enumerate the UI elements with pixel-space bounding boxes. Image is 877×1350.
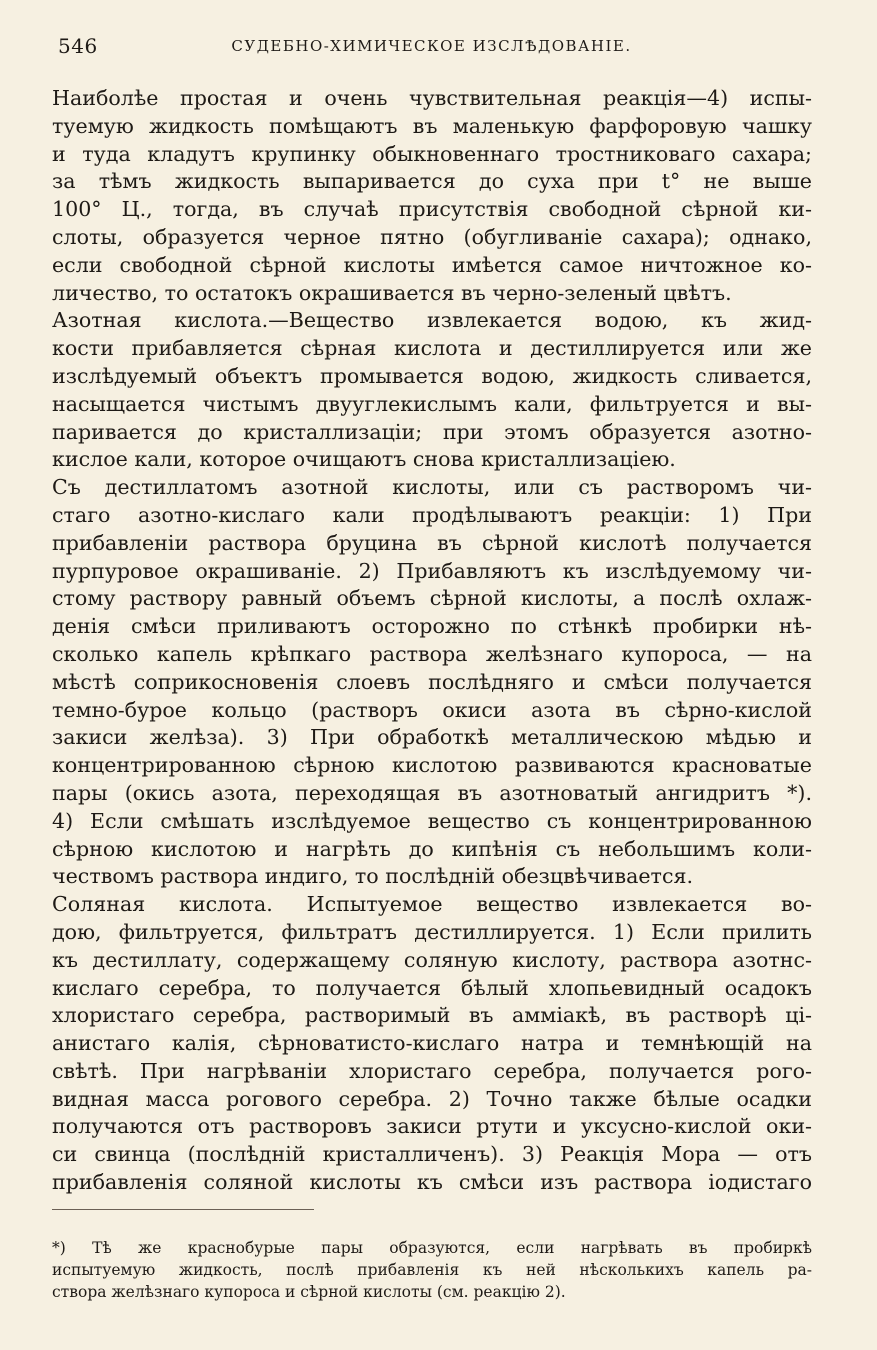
text-line: личество, то остатокъ окрашивается въ черно-зеленый цвѣтъ.: [52, 280, 732, 305]
text-line: закиси желѣза). 3) При обработкѣ металлическою мѣдью и: [52, 725, 812, 750]
page-header: [52, 34, 811, 60]
text-line: 100° Ц., тогда, въ случаѣ присутствія свободной сѣрной ки-: [52, 197, 812, 222]
text-line: 4) Если смѣшать изслѣдуемое вещество съ концентрированною: [52, 808, 812, 833]
text-line: темно-бурое кольцо (растворъ окиси азота въ сѣрно-кислой: [52, 697, 812, 722]
text-line: къ дестиллату, содержащему соляную кислоту, раствора азотнс-: [52, 947, 812, 972]
text-line: если свободной сѣрной кислоты имѣется самое ничтожное ко-: [52, 252, 812, 277]
text-line: получаются отъ растворовъ закиси ртути и уксусно-кислой оки-: [52, 1114, 812, 1139]
text-line: пурпуровое окрашиваніе. 2) Прибавляютъ къ изслѣдуемому чи-: [52, 558, 812, 583]
text-line: видная масса рогового серебра. 2) Точно также бѣлые осадки: [52, 1086, 812, 1111]
text-line: прибавленія соляной кислоты къ смѣси изъ раствора іодистаго: [52, 1170, 812, 1195]
footnote-line: створа желѣзнаго купороса и сѣрной кислоты (см. реакцію 2).: [52, 1283, 566, 1301]
text-line: Съ дестиллатомъ азотной кислоты, или съ растворомъ чи-: [52, 475, 812, 500]
running-title: СУДЕБНО-ХИМИЧЕСКОЕ ИЗСЛѢДОВАНІЕ.: [231, 37, 632, 55]
text-line: сколько капель крѣпкаго раствора желѣзнаго купороса, — на: [52, 641, 812, 666]
text-line: Наиболѣе простая и очень чувствительная реакція—4) испы-: [52, 86, 812, 110]
text-line: чествомъ раствора индиго, то послѣдній обезцвѣчивается.: [52, 864, 694, 889]
footnote-line: испытуемую жидкость, послѣ прибавленія къ ней нѣсколькихъ капель ра-: [52, 1261, 812, 1279]
text-line: паривается до кристаллизаціи; при этомъ образуется азотно-: [52, 419, 812, 444]
text-line: слоты, образуется черное пятно (обугливаніе сахара); однако,: [52, 224, 812, 249]
text-line: пары (окись азота, переходящая въ азотноватый ангидритъ *).: [52, 780, 812, 805]
text-line: кислаго серебра, то получается бѣлый хлопьевидный осадокъ: [52, 975, 812, 1000]
footnote-line: *) Тѣ же краснобурые пары образуются, если нагрѣвать въ пробиркѣ: [52, 1239, 812, 1257]
page-number: 546: [58, 34, 98, 58]
text-line: си свинца (послѣдній кристалличенъ). 3) Реакція Мора — отъ: [52, 1142, 812, 1167]
text-line: свѣтѣ. При нагрѣваніи хлористаго серебра, получается рого-: [52, 1058, 812, 1083]
footnote-divider: [52, 1209, 314, 1210]
text-line: туемую жидкость помѣщаютъ въ маленькую фарфоровую чашку: [52, 113, 812, 138]
text-line: стому раствору равный объемъ сѣрной кислоты, а послѣ охлаж-: [52, 586, 812, 611]
text-line: Соляная кислота. Испытуемое вещество извлекается во-: [52, 892, 812, 917]
text-line: мѣстѣ соприкосновенія слоевъ послѣдняго и смѣси получается: [52, 669, 812, 694]
text-line: насыщается чистымъ двууглекислымъ кали, фильтруется и вы-: [52, 391, 812, 416]
text-line: кислое кали, которое очищаютъ снова кристаллизаціею.: [52, 447, 676, 472]
text-line: прибавленіи раствора бруцина въ сѣрной кислотѣ получается: [52, 530, 812, 555]
text-line: анистаго калія, сѣрноватисто-кислаго натра и темнѣющій на: [52, 1031, 812, 1056]
text-line: Азотная кислота.—Вещество извлекается водою, къ жид-: [52, 308, 812, 333]
text-line: изслѣдуемый объектъ промывается водою, жидкость сливается,: [52, 363, 812, 388]
text-line: денія смѣси приливаютъ осторожно по стѣнкѣ пробирки нѣ-: [52, 614, 812, 639]
text-line: сѣрною кислотою и нагрѣть до кипѣнія съ небольшимъ коли-: [52, 836, 812, 861]
text-line: хлористаго серебра, растворимый въ амміакѣ, въ растворѣ ці-: [52, 1003, 812, 1028]
text-line: стаго азотно-кислаго кали продѣлываютъ реакціи: 1) При: [52, 502, 812, 527]
text-line: и туда кладутъ крупинку обыкновеннаго тростниковаго сахара;: [52, 141, 812, 166]
text-line: концентрированною сѣрною кислотою развиваются красноватые: [52, 753, 812, 778]
footnote: [52, 1237, 812, 1303]
text-line: кости прибавляется сѣрная кислота и дестиллируется или же: [52, 336, 812, 361]
body-text: [52, 85, 812, 1197]
text-line: за тѣмъ жидкость выпаривается до суха при t° не выше: [52, 169, 812, 194]
text-line: дою, фильтруется, фильтратъ дестиллируется. 1) Если прилить: [52, 919, 812, 944]
